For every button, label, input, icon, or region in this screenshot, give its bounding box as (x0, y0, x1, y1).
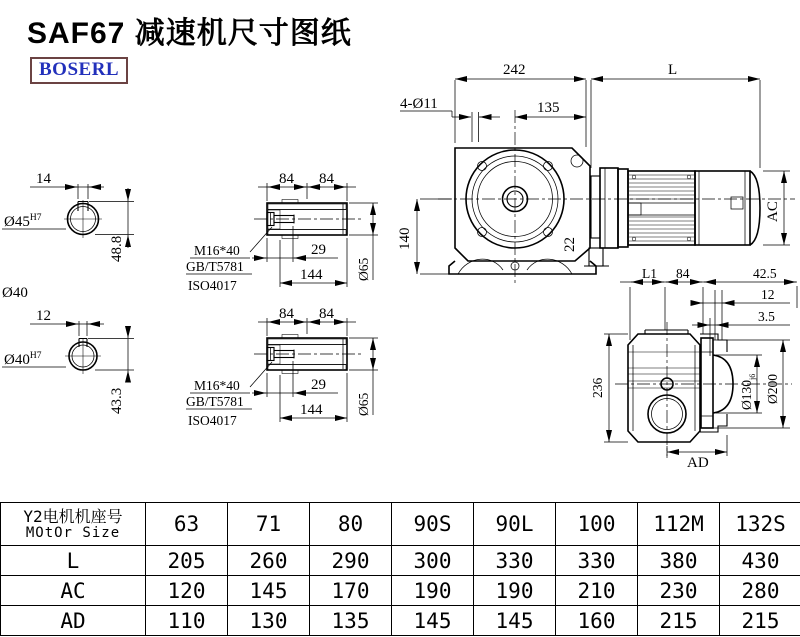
table-cell: 110 (146, 606, 228, 636)
table-cell: 330 (474, 546, 556, 576)
dim-flange-to-motor: 135 (537, 100, 560, 116)
dim-base-width: AD (687, 455, 709, 471)
table-row-AC (1, 576, 800, 606)
hollow-shaft-top-view (186, 171, 378, 293)
hollow-shaft-bottom-view (186, 306, 378, 428)
dim-foot-thickness: 22 (562, 237, 578, 252)
size-col-header: 71 (228, 503, 310, 546)
table-cell: 215 (720, 606, 800, 636)
size-col-header: 90L (474, 503, 556, 546)
table-cell: 430 (720, 546, 800, 576)
table-cell: 260 (228, 546, 310, 576)
size-col-header: 63 (146, 503, 228, 546)
size-col-header: 90S (392, 503, 474, 546)
table-cell: 230 (638, 576, 720, 606)
table-cell: 160 (556, 606, 638, 636)
table-cell: 130 (228, 606, 310, 636)
label-standard-iso: ISO4017 (188, 278, 237, 293)
dim-keyway-width-40: 12 (36, 308, 51, 324)
table-cell: 330 (556, 546, 638, 576)
size-col-header: 132S (720, 503, 800, 546)
table-cell: 215 (638, 606, 720, 636)
table-cell: 280 (720, 576, 800, 606)
brand-logo: BOSERL (30, 57, 128, 84)
dim-bolt-depth-b: 29 (311, 377, 326, 393)
dim-spigot-dia: $Ø130_{j6}$ (739, 373, 757, 410)
row-label: AC (1, 576, 146, 606)
main-assembly-view (397, 62, 795, 285)
motor-size-label-en: MOtOr Size (25, 524, 121, 541)
dim-motor-dia: AC (765, 201, 781, 222)
table-cell: 380 (638, 546, 720, 576)
table-row-AD (1, 606, 800, 636)
table-cell: 170 (310, 576, 392, 606)
size-col-header: 112M (638, 503, 720, 546)
dim-3-5: 3.5 (758, 309, 775, 324)
table-cell: 135 (310, 606, 392, 636)
table-cell: 145 (228, 576, 310, 606)
table-corner-cell (1, 503, 146, 546)
dim-overall-height: 236 (590, 377, 605, 398)
table-cell: 120 (146, 576, 228, 606)
label-standard-iso-b: ISO4017 (188, 413, 237, 428)
dim-keyway-height-45: 48.8 (109, 235, 125, 262)
shaft-section-40-view (2, 308, 134, 414)
dim-sleeve-dia: Ø65 (356, 257, 371, 281)
dim-half-length-1: 84 (279, 171, 294, 187)
label-mounting-holes: 4-Ø11 (400, 96, 438, 112)
table-cell: 190 (474, 576, 556, 606)
table-cell: 210 (556, 576, 638, 606)
dim-flange-dia: Ø200 (765, 374, 780, 404)
dim-keyway-height-40: 43.3 (109, 387, 125, 414)
motor-size-table (0, 502, 800, 636)
label-shaft-dia: Ø40 (2, 285, 28, 301)
shaft-section-45-view (2, 171, 134, 301)
dim-bore-45: $Ø45^{H7}$ (4, 213, 42, 230)
size-col-header: 100 (556, 503, 638, 546)
size-col-header: 80 (310, 503, 392, 546)
label-standard-gb-b: GB/T5781 (186, 394, 244, 409)
dim-center-height: 140 (397, 227, 413, 250)
table-cell: 145 (392, 606, 474, 636)
dim-motor-length: L (668, 62, 678, 78)
motor-size-label-cn: Y2电机机座号 (23, 506, 123, 526)
dim-sleeve-length: 144 (300, 267, 323, 283)
row-label: AD (1, 606, 146, 636)
label-bolt-spec: M16*40 (194, 243, 240, 258)
dim-bore-40: $Ø40^{H7}$ (4, 351, 42, 368)
table-cell: 190 (392, 576, 474, 606)
side-view (590, 266, 797, 471)
dim-half-length-1b: 84 (279, 306, 294, 322)
dim-12: 12 (761, 287, 775, 302)
dim-half-length-2: 84 (319, 171, 334, 187)
dim-84: 84 (676, 266, 690, 281)
table-cell: 290 (310, 546, 392, 576)
dim-keyway-width-45: 14 (36, 171, 51, 187)
row-label: L (1, 546, 146, 576)
dim-42-5: 42.5 (753, 266, 777, 281)
dim-bolt-depth: 29 (311, 242, 326, 258)
table-row-L (1, 546, 800, 576)
dim-sleeve-dia-b: Ø65 (356, 392, 371, 416)
label-standard-gb: GB/T5781 (186, 259, 244, 274)
dim-housing-width: 242 (503, 62, 526, 78)
table-cell: 205 (146, 546, 228, 576)
table-cell: 145 (474, 606, 556, 636)
page-title: SAF67 减速机尺寸图纸 (27, 17, 352, 50)
label-bolt-spec-b: M16*40 (194, 378, 240, 393)
table-cell: 300 (392, 546, 474, 576)
dim-half-length-2b: 84 (319, 306, 334, 322)
dim-sleeve-length-b: 144 (300, 402, 323, 418)
table-header-row (1, 503, 800, 546)
dim-l1: L1 (642, 266, 657, 281)
